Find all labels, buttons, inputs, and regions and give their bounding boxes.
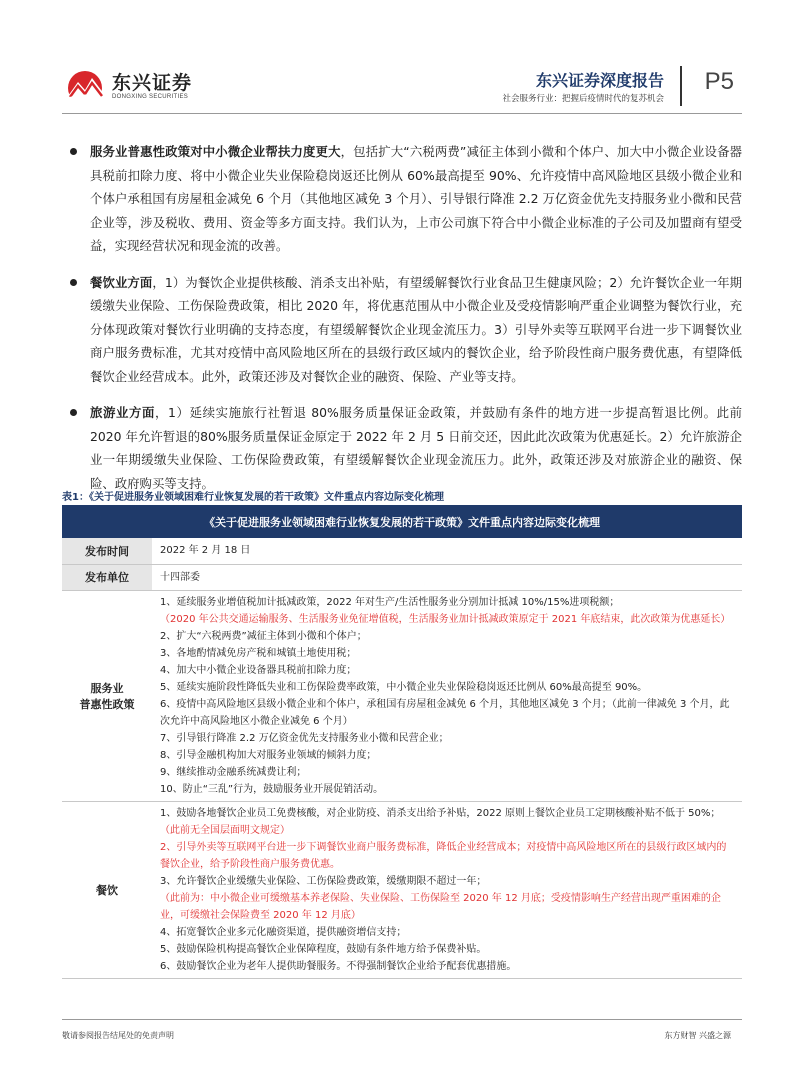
row-label: 餐饮 [62,801,152,978]
logo-chinese-name: 东兴证券 [112,72,193,94]
policy-line: 10、防止“三乱”行为，鼓励服务业开展促销活动。 [160,783,384,795]
policy-line: 3、各地酌情减免房产税和城镇土地使用税； [160,647,357,659]
bullet-item [62,140,742,258]
service-policy-list [152,590,742,801]
table-header: 《关于促进服务业领域困难行业恢复发展的若干政策》文件重点内容边际变化梳理 [62,505,742,538]
logo-english-name: DONGXING SECURITIES [112,94,189,100]
policy-line: 6、疫情中高风险地区县级小微企业和个体户，承租国有房屋租金减免 6 个月，其他地区减免 3 个月；（此前一律减免 3 个月，此次允许中高风险地区小微企业减免 6 个月） [160,698,730,727]
header-rule [62,113,742,114]
policy-text: 1、鼓励各地餐饮企业员工免费核酸，对企业防疫、消杀支出给予补贴，2022 原则上餐饮企业员工定期核酸补贴不低于 50%； [160,807,721,819]
food-policy-list [152,801,742,978]
row-label [62,590,152,801]
row-label: 发布时间 [62,538,152,564]
table-row [62,538,742,564]
bullet-list [62,140,742,508]
table-row [62,590,742,801]
bullet-dot-icon [70,148,77,155]
bullet-text: ，1）为餐饮企业提供核酸、消杀支出补贴，有望缓解餐饮行业食品卫生健康风险；2）允许餐饮企业一年期缓缴失业保险、工伤保险费政策，相比 2020 年，将优惠范围从中小微企业及受疫情影响严重企业调整为餐饮行业，充分体现政策对餐饮行业明确的支持态度，有望缓解餐饮企业现金流压力。3）引导外卖等互联网平台进一步下调餐饮业商户服务费标准，尤其对疫情中高风险地区所在的县级行政区域内的餐饮企业，给予阶段性商户服务费优惠，有望降低餐饮企业经营成本。此外，政策还涉及对餐饮企业的融资、保险、产业等支持。 [90,274,742,384]
policy-line: 3、允许餐饮企业缓缴失业保险、工伤保险费政策，缓缴期限不超过一年； [160,875,487,887]
footer-disclaimer: 敬请参阅报告结尾处的免责声明 [62,1031,174,1040]
bullet-text: ，1）延续实施旅行社暂退 80%服务质量保证金政策，并鼓励有条件的地方进一步提高暂退比例。此前 2020 年允许暂退的80%服务质量保证金原定于 2022 年 2 月 5 日前交还，因此此次政策为优惠延长。2）允许旅游企业一年期缓缴失业保险、工伤保险费政策，有望缓解餐饮企业现金流压力。此外，政策还涉及对旅游企业的融资、保险、政府购买等支持。 [90,405,742,491]
policy-line: 7、引导银行降准 2.2 万亿资金优先支持服务业小微和民营企业； [160,732,449,744]
footer-slogan: 东方财智 兴盛之源 [664,1031,731,1040]
policy-line: 2、扩大“六税两费”减征主体到小微和个体户； [160,630,367,642]
table-row [62,801,742,978]
bullet-title: 服务业普惠性政策对中小微企业帮扶力度更大 [90,144,341,159]
policy-line: 1、延续服务业增值税加计抵减政策，2022 年对生产/生活性服务业分别加计抵减 10%/15%进项税额； [160,596,620,608]
bullet-dot-icon [70,279,77,286]
policy-note: （此前无全国层面明文规定） [160,824,290,836]
bullet-item [62,271,742,389]
policy-line: 4、加大中小微企业设备器具税前扣除力度； [160,664,357,676]
bullet-item [62,401,742,495]
logo-mark-icon [62,66,108,106]
report-title: 东兴证券深度报告 [535,71,664,90]
company-logo [62,66,192,106]
header-divider [680,66,682,106]
table-caption: 表1：《关于促进服务业领域困难行业恢复发展的若干政策》文件重点内容边际变化梳理 [62,492,444,503]
policy-line: 9、继续推动金融系统减费让利； [160,766,307,778]
table-row [62,564,742,590]
policy-line: 6、鼓励餐饮企业为老年人提供助餐服务。不得强制餐饮企业给予配套优惠措施。 [160,960,517,972]
bullet-title: 旅游业方面 [90,405,156,420]
row-value: 2022 年 2 月 18 日 [152,538,742,564]
bullet-title: 餐饮业方面 [90,274,153,290]
bullet-dot-icon [70,409,77,416]
policy-line: 2、引导外卖等互联网平台进一步下调餐饮业商户服务费标准，降低企业经营成本；对疫情中高风险地区所在的县级行政区域内的餐饮企业，给予阶段性商户服务费优惠。 [160,841,727,870]
footer-rule [62,1019,742,1020]
row-label-line: 普惠性政策 [79,697,135,711]
policy-line: （此前为：中小微企业可缓缴基本养老保险、失业保险、工伤保险至 2020 年 12 月底；受疫情影响生产经营出现严重困难的企业，可缓缴社会保险费至 2020 年 12 月底） [160,892,721,921]
bullet-text: ，包括扩大“六税两费”减征主体到小微和个体户、加大中小微企业设备器具税前扣除力度、将中小微企业失业保险稳岗返还比例从 60%最高提至 90%、允许疫情中高风险地区县级小微企业和个体户承租国有房屋租金减免 6 个月（其他地区减免 3 个月）、引导银行降准 2.2 万亿资金优先支持服务业小微和民营企业等，涉及税收、费用、资金等多方面支持。我们认为，上市公司旗下符合中小微企业标准的子公司及加盟商有望受益，实现经营状况和现金流的改善。 [90,144,743,253]
row-value: 十四部委 [152,564,742,590]
policy-line: 8、引导金融机构加大对服务业领域的倾斜力度； [160,749,377,761]
page-number: P5 [704,68,734,95]
page-header [62,58,742,113]
policy-line [160,805,734,839]
row-label: 发布单位 [62,564,152,590]
policy-line: （2020 年公共交通运输服务、生活服务业免征增值税，生活服务业加计抵减政策原定于 2021 年底结束，此次政策为优惠延长） [160,613,731,625]
policy-line: 5、延续实施阶段性降低失业和工伤保险费率政策，中小微企业失业保险稳岗返还比例从 60%最高提至 90%。 [160,681,648,693]
policy-table [62,505,742,979]
report-subtitle: 社会服务行业：把握后疫情时代的复苏机会 [502,94,664,104]
policy-line: 4、拓宽餐饮企业多元化融资渠道，提供融资增信支持； [160,926,407,938]
policy-line: 5、鼓励保险机构提高餐饮企业保障程度，鼓励有条件地方给予保费补贴。 [160,943,487,955]
row-label-line: 服务业 [90,681,124,695]
